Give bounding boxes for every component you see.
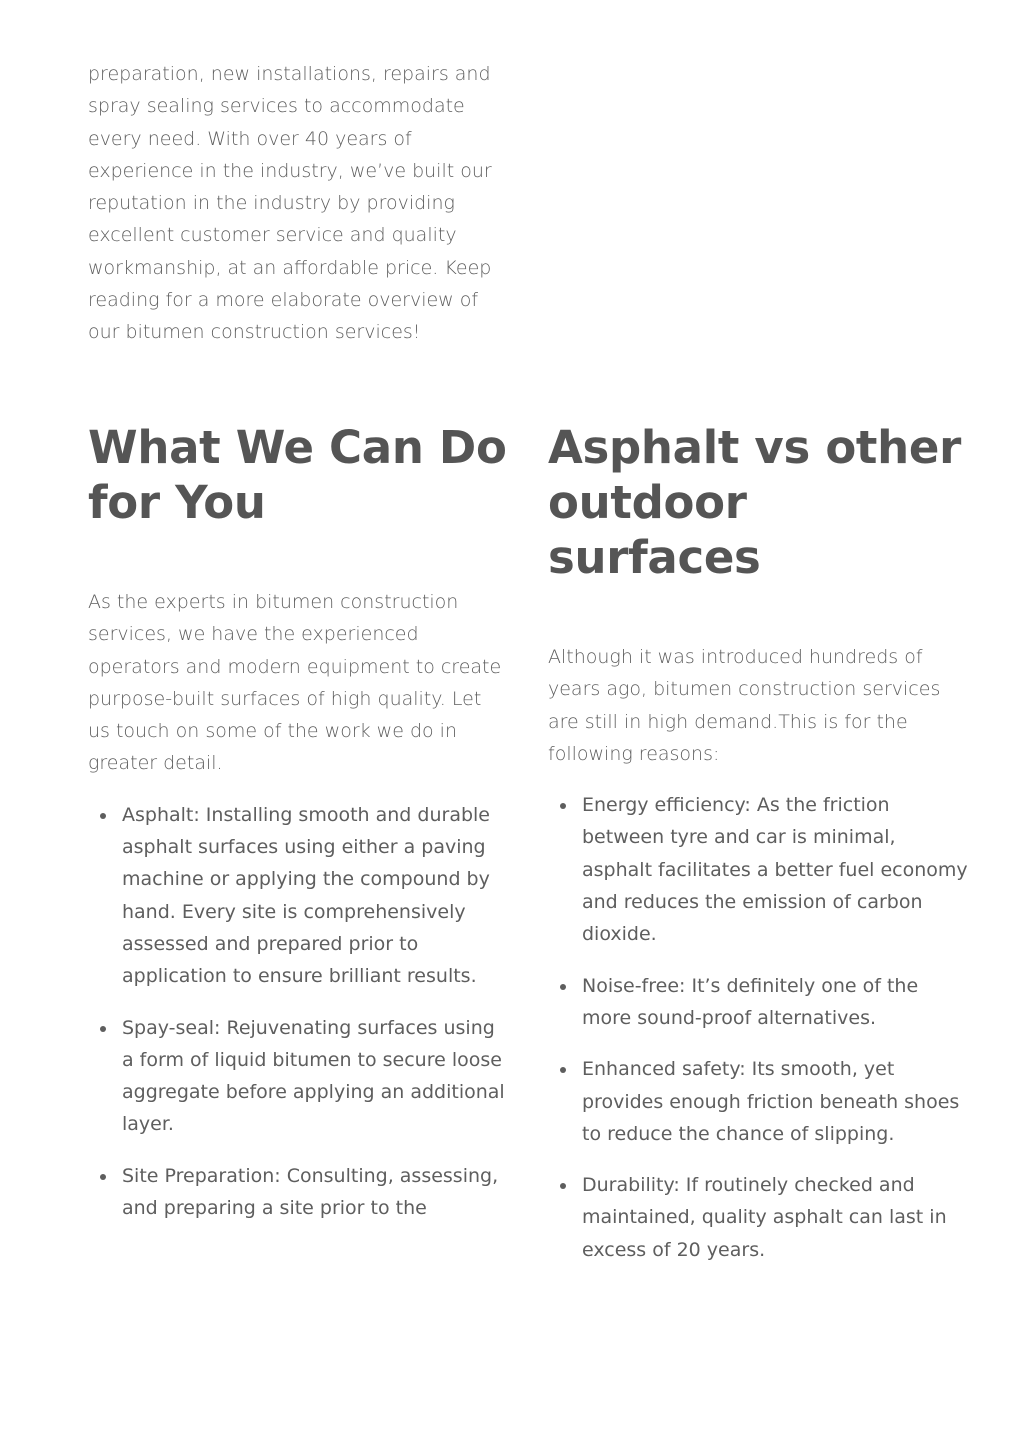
asphalt-vs-surfaces-paragraph: Although it was introduced hundreds of years ago, bitumen construction services are still in high demand.This is for the following reasons:	[548, 646, 941, 765]
list-item: Energy efficiency: As the friction between tyre and car is minimal, asphalt facilitates a better fuel economy and reduces the emission of carbon dioxide.	[582, 789, 968, 950]
list-item: Enhanced safety: Its smooth, yet provides enough friction beneath shoes to reduce the chance of slipping.	[582, 1053, 968, 1150]
what-we-can-do-heading: What We Can Do for You	[88, 421, 507, 529]
list-item: Durability: If routinely checked and maintained, quality asphalt can last in excess of 20 years.	[582, 1169, 968, 1266]
asphalt-vs-surfaces-heading: Asphalt vs other outdoor surfaces	[548, 421, 961, 584]
list-item: Spay-seal: Rejuvenating surfaces using a form of liquid bitumen to secure loose aggregate before applying an additional layer.	[122, 1012, 508, 1141]
asphalt-vs-surfaces-section	[548, 420, 968, 1285]
intro-paragraph: preparation, new installations, repairs and spray sealing services to accommodate every need. With over 40 years of experience in the industry, we’ve built our reputation in the industry by providing excellent customer service and quality workmanship, at an affordable price. Keep reading for a more elaborate overview of our bitumen construction services!	[88, 63, 492, 344]
list-item: Asphalt: Installing smooth and durable asphalt surfaces using either a paving machine or applying the compound by hand. Every site is comprehensively assessed and prepared prior to application to ensure brilliant results.	[122, 799, 508, 993]
list-item: Noise-free: It’s definitely one of the more sound-proof alternatives.	[582, 970, 968, 1035]
what-we-can-do-section	[88, 420, 508, 1243]
reasons-list	[548, 789, 968, 1266]
list-item: Site Preparation: Consulting, assessing, and preparing a site prior to the	[122, 1160, 508, 1225]
services-list	[88, 799, 508, 1225]
what-we-can-do-paragraph: As the experts in bitumen construction services, we have the experienced operators and modern equipment to create purpose-built surfaces of high quality. Let us touch on some of the work we do in greater detail.	[88, 591, 502, 775]
